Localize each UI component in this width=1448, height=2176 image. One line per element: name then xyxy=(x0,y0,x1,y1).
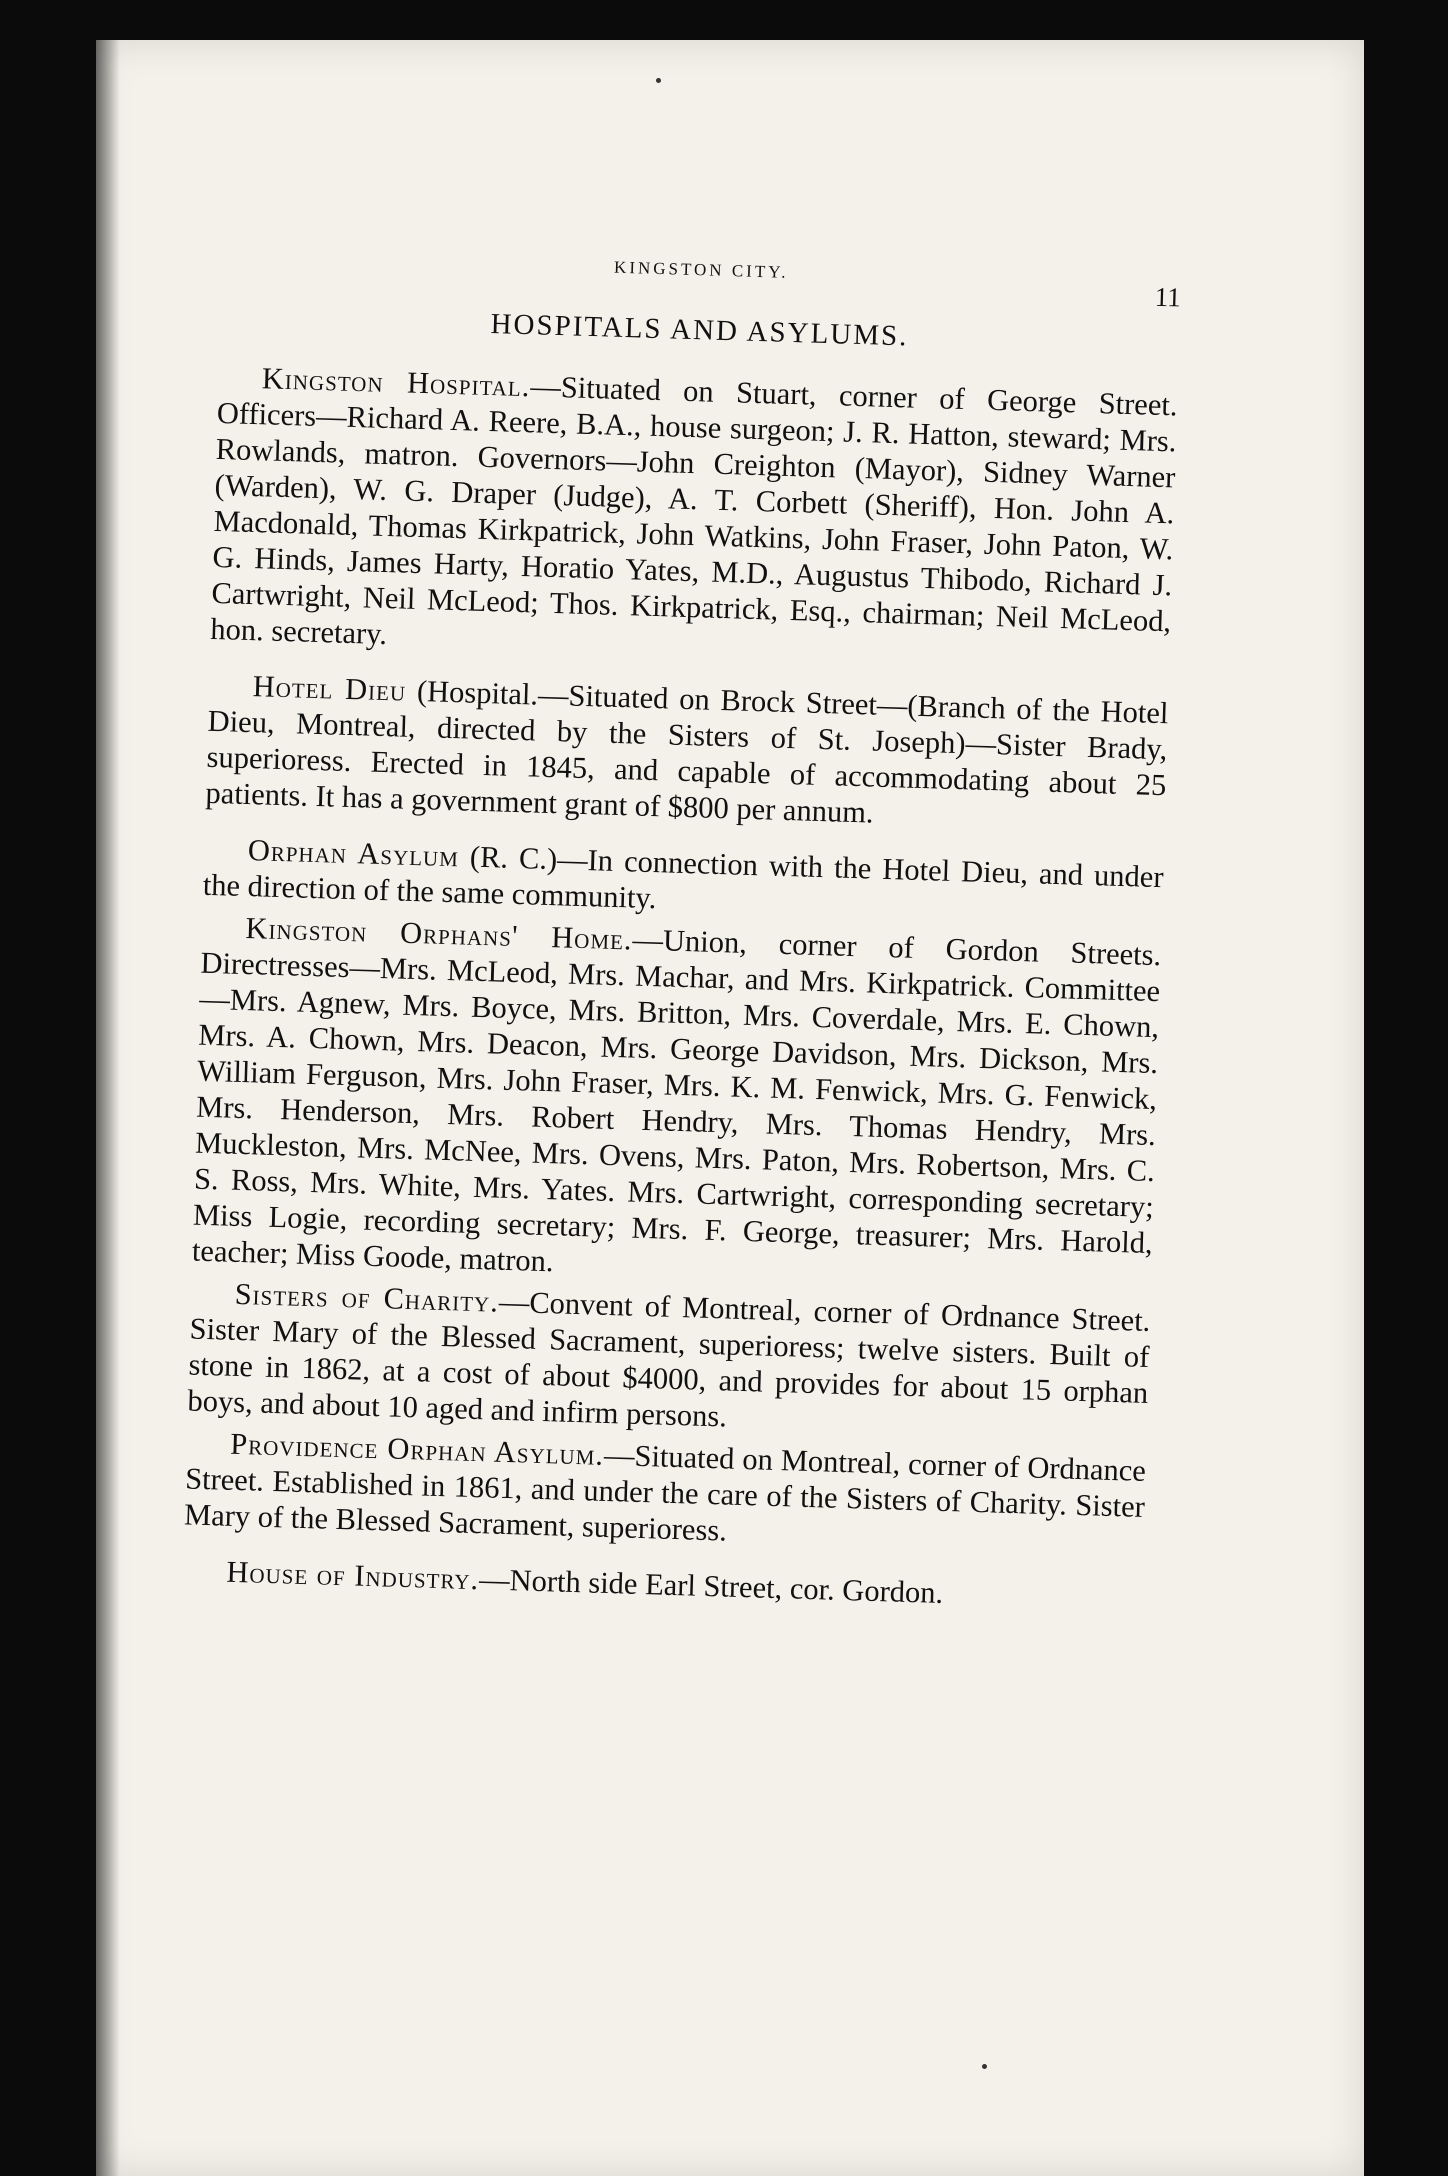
entry-sisters-of-charity xyxy=(187,1275,1151,1447)
page-content xyxy=(181,240,1181,1637)
entry-providence-orphan-asylum xyxy=(184,1424,1147,1560)
running-title: KINGSTON CITY. xyxy=(613,257,789,282)
entry-name: Kingston Orphans' Home. xyxy=(245,911,634,957)
entry-text: —Convent of Montreal, corner of Ordnance Street. Sister Mary of the Blessed Sacrament, superioress; twelve sisters. Built of stone in 1862, at a cost of about $4000, and provides for about 15 orphan boys, and about 10 aged and infirm persons. xyxy=(187,1284,1151,1434)
section-title: HOSPITALS AND ASYLUMS. xyxy=(490,308,909,353)
entry-house-of-industry xyxy=(182,1552,1143,1616)
entry-name: Sisters of Charity. xyxy=(234,1276,500,1319)
scan-speck xyxy=(982,2064,987,2069)
page-number: 11 xyxy=(1154,281,1182,313)
entry-text: (R. C.)—In connection with the Hotel Dieu, and under the direction of the same community. xyxy=(202,839,1165,916)
entry-text: —Situated on Stuart, corner of George Street. Officers—Richard A. Reere, B.A., house surgeon; J. R. Hatton, steward; Mrs. Rowlands, matron. Governors—John Creighton (Mayor), Sidney Warner (Warden), W. G. Draper (Judge), A. T. Corbett (Sheriff), Hon. John A. Macdonald, Thomas Kirkpatrick, John Watkins, John Fraser, John Paton, W. G. Hinds, James Harty, Horatio Yates, M.D., Augustus Thibodo, Richard J. Cartwright, Neil McLeod; Thos. Kirkpatrick, Esq., chairman; Neil McLeod, hon. secretary. xyxy=(209,369,1179,652)
entry-name: House of Industry. xyxy=(225,1554,480,1597)
entry-name: Orphan Asylum xyxy=(247,833,460,874)
entry-name: Providence Orphan Asylum. xyxy=(229,1426,605,1472)
entry-name: Kingston Hospital. xyxy=(261,361,531,404)
scan-speck xyxy=(656,78,661,83)
entry-hotel-dieu xyxy=(205,667,1169,839)
entry-name: Hotel Dieu xyxy=(252,669,407,708)
entry-kingston-orphans-home xyxy=(191,909,1161,1297)
page-gutter-shadow xyxy=(96,40,120,2176)
entry-text: —Situated on Montreal, corner of Ordnance Street. Established in 1861, and under the care of the Sisters of Charity. Sister Mary of the Blessed Sacrament, superioress. xyxy=(183,1437,1147,1548)
entry-kingston-hospital xyxy=(210,359,1178,675)
entry-text: —Union, corner of Gordon Streets. Directresses—Mrs. McLeod, Mrs. Machar, and Mrs. Kirkpatrick. Committee—Mrs. Agnew, Mrs. Boyce, Mrs. Britton, Mrs. Coverdale, Mrs. E. Chown, Mrs. A. Chown, Mrs. Deacon, Mrs. George Davidson, Mrs. Dickson, Mrs. William Ferguson, Mrs. John Fraser, Mrs. K. M. Fenwick, Mrs. G. Fenwick, Mrs. Henderson, Mrs. Robert Hendry, Mrs. Thomas Hendry, Mrs. Muckleston, Mrs. McNee, Mrs. Ovens, Mrs. Paton, Mrs. Robertson, Mrs. C. S. Ross, Mrs. White, Mrs. Yates. Mrs. Cartwright, corresponding secretary; Miss Logie, recording secretary; Mrs. F. George, treasurer; Mrs. Harold, teacher; Miss Goode, matron. xyxy=(191,922,1162,1279)
entry-text: (Hospital.—Situated on Brock Street—(Branch of the Hotel Dieu, Montreal, directed by the Sisters of St. Joseph)—Sister Brady, superioress. Erected in 1845, and capable of accommodating about 25 patients. It has a government grant of $800 per annum. xyxy=(205,673,1169,830)
entry-text: —North side Earl Street, cor. Gordon. xyxy=(478,1562,944,1610)
